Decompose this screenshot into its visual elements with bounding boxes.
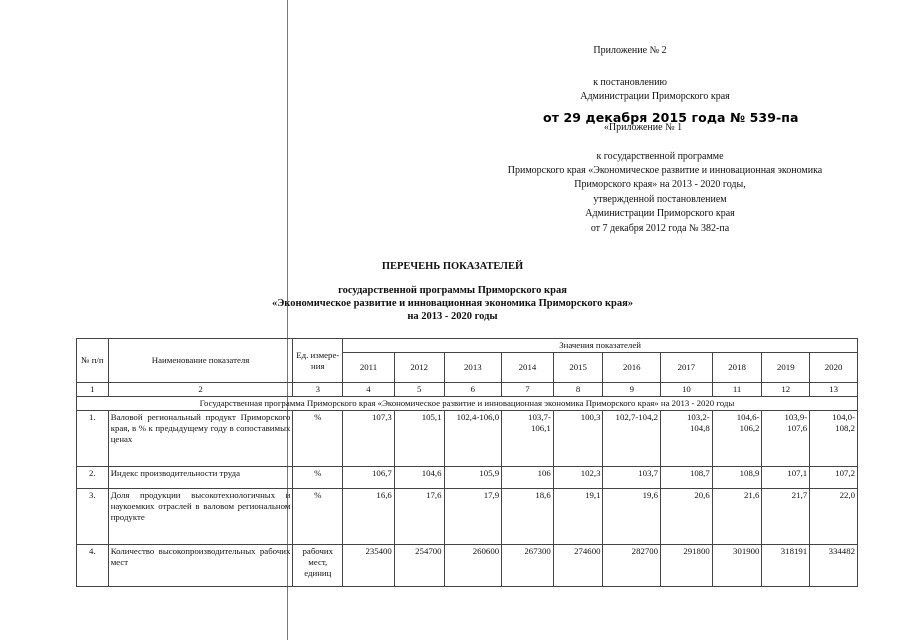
year-cell: 2013 — [444, 353, 502, 383]
row-value: 282700 — [603, 545, 661, 587]
row-value: 106 — [502, 467, 554, 489]
year-cell: 2012 — [394, 353, 444, 383]
row-value: 103,7 — [603, 467, 661, 489]
row-value: 318191 — [762, 545, 810, 587]
row-value: 21,7 — [762, 489, 810, 545]
col-num-cell: 1 — [77, 383, 109, 397]
col-num-cell: 10 — [661, 383, 713, 397]
year-cell: 2014 — [502, 353, 554, 383]
program-ref-2: Приморского края «Экономическое развитие и инновационная экономика — [507, 165, 823, 176]
annex-administration: Администрации Приморского края — [580, 91, 730, 102]
program-ref-4: утвержденной постановлением — [593, 194, 727, 205]
row-value: 22,0 — [810, 489, 858, 545]
row-value: 102,4-106,0 — [444, 411, 502, 467]
row-value: 17,6 — [394, 489, 444, 545]
program-ref-1: к государственной программе — [596, 151, 724, 162]
program-ref-5: Администрации Приморского края — [585, 208, 735, 219]
row-name: Валовой региональный продукт Приморского края, в % к предыдущему году в сопоставимых ценах — [108, 411, 293, 467]
row-value: 16,6 — [343, 489, 395, 545]
year-cell: 2019 — [762, 353, 810, 383]
year-cell: 2020 — [810, 353, 858, 383]
row-value: 102,3 — [553, 467, 603, 489]
row-value: 104,0- 108,2 — [810, 411, 858, 467]
row-value: 260600 — [444, 545, 502, 587]
col-num-cell: 9 — [603, 383, 661, 397]
row-value: 104,6 — [394, 467, 444, 489]
col-num-cell: 12 — [762, 383, 810, 397]
row-value: 107,3 — [343, 411, 395, 467]
row-value: 301900 — [712, 545, 762, 587]
row-value: 267300 — [502, 545, 554, 587]
row-num: 4. — [77, 545, 109, 587]
row-num: 1. — [77, 411, 109, 467]
column-number-row — [77, 383, 858, 397]
row-value: 18,6 — [502, 489, 554, 545]
col-num-cell: 11 — [712, 383, 762, 397]
row-value: 103,7- 106,1 — [502, 411, 554, 467]
row-unit: % — [293, 489, 343, 545]
col-num-cell: 5 — [394, 383, 444, 397]
row-unit: % — [293, 467, 343, 489]
table-row — [77, 545, 858, 587]
row-value: 105,1 — [394, 411, 444, 467]
document-title: ПЕРЕЧЕНЬ ПОКАЗАТЕЛЕЙ — [381, 261, 524, 272]
col-num-cell: 6 — [444, 383, 502, 397]
row-value: 334482 — [810, 545, 858, 587]
row-value: 106,7 — [343, 467, 395, 489]
row-value: 103,2- 104,8 — [661, 411, 713, 467]
row-value: 102,7-104,2 — [603, 411, 661, 467]
row-value: 291800 — [661, 545, 713, 587]
header-name: Наименование показателя — [108, 339, 293, 383]
document-subtitle-1: государственной программы Приморского края — [338, 285, 567, 296]
year-cell: 2011 — [343, 353, 395, 383]
year-cell: 2018 — [712, 353, 762, 383]
document-subtitle-3: на 2013 - 2020 годы — [407, 311, 498, 322]
row-num: 2. — [77, 467, 109, 489]
col-num-cell: 13 — [810, 383, 858, 397]
year-cell: 2017 — [661, 353, 713, 383]
row-value: 21,6 — [712, 489, 762, 545]
row-value: 103,9- 107,6 — [762, 411, 810, 467]
row-value: 19,1 — [553, 489, 603, 545]
header-values: Значения показателей — [343, 339, 858, 353]
col-num-cell: 8 — [553, 383, 603, 397]
row-name: Доля продукции высокотехнологичных и наукоемких отраслей в валовом региональном продукте — [108, 489, 293, 545]
row-value: 20,6 — [661, 489, 713, 545]
row-value: 235400 — [343, 545, 395, 587]
row-value: 274600 — [553, 545, 603, 587]
row-value: 19,6 — [603, 489, 661, 545]
row-name: Количество высокопроизводительных рабочих мест — [108, 545, 293, 587]
program-row-label: Государственная программа Приморского края «Экономическое развитие и инновационная экономика Приморского края» на 2013 - 2020 годы — [77, 397, 858, 411]
row-value: 17,9 — [444, 489, 502, 545]
row-value: 254700 — [394, 545, 444, 587]
row-value: 104,6- 106,2 — [712, 411, 762, 467]
document-subtitle-2: «Экономическое развитие и инновационная экономика Приморского края» — [271, 298, 634, 309]
header-unit: Ед. измере-ния — [293, 339, 343, 383]
program-ref-3: Приморского края» на 2013 - 2020 годы, — [574, 179, 746, 190]
col-num-cell: 3 — [293, 383, 343, 397]
date-stamp: от 29 декабря 2015 года № 539-па — [543, 110, 799, 125]
table-row — [77, 489, 858, 545]
row-unit: рабочих мест, единиц — [293, 545, 343, 587]
table-row — [77, 467, 858, 489]
table-header-row — [77, 339, 858, 353]
col-num-cell: 2 — [108, 383, 293, 397]
year-cell: 2015 — [553, 353, 603, 383]
row-name: Индекс производительности труда — [108, 467, 293, 489]
header-num: № п/п — [77, 339, 109, 383]
col-num-cell: 7 — [502, 383, 554, 397]
row-value: 107,2 — [810, 467, 858, 489]
row-value: 108,7 — [661, 467, 713, 489]
annex-resolution-ref: к постановлению — [593, 77, 667, 88]
indicators-table — [76, 338, 858, 587]
row-value: 105,9 — [444, 467, 502, 489]
row-value: 107,1 — [762, 467, 810, 489]
annex-prev-number: «Приложение № 1 — [603, 122, 683, 133]
col-num-cell: 4 — [343, 383, 395, 397]
row-value: 108,9 — [712, 467, 762, 489]
row-value: 100,3 — [553, 411, 603, 467]
table-row — [77, 411, 858, 467]
program-ref-6: от 7 декабря 2012 года № 382-па — [590, 223, 730, 234]
annex-number: Приложение № 2 — [593, 45, 667, 56]
row-unit: % — [293, 411, 343, 467]
program-row — [77, 397, 858, 411]
year-cell: 2016 — [603, 353, 661, 383]
row-num: 3. — [77, 489, 109, 545]
